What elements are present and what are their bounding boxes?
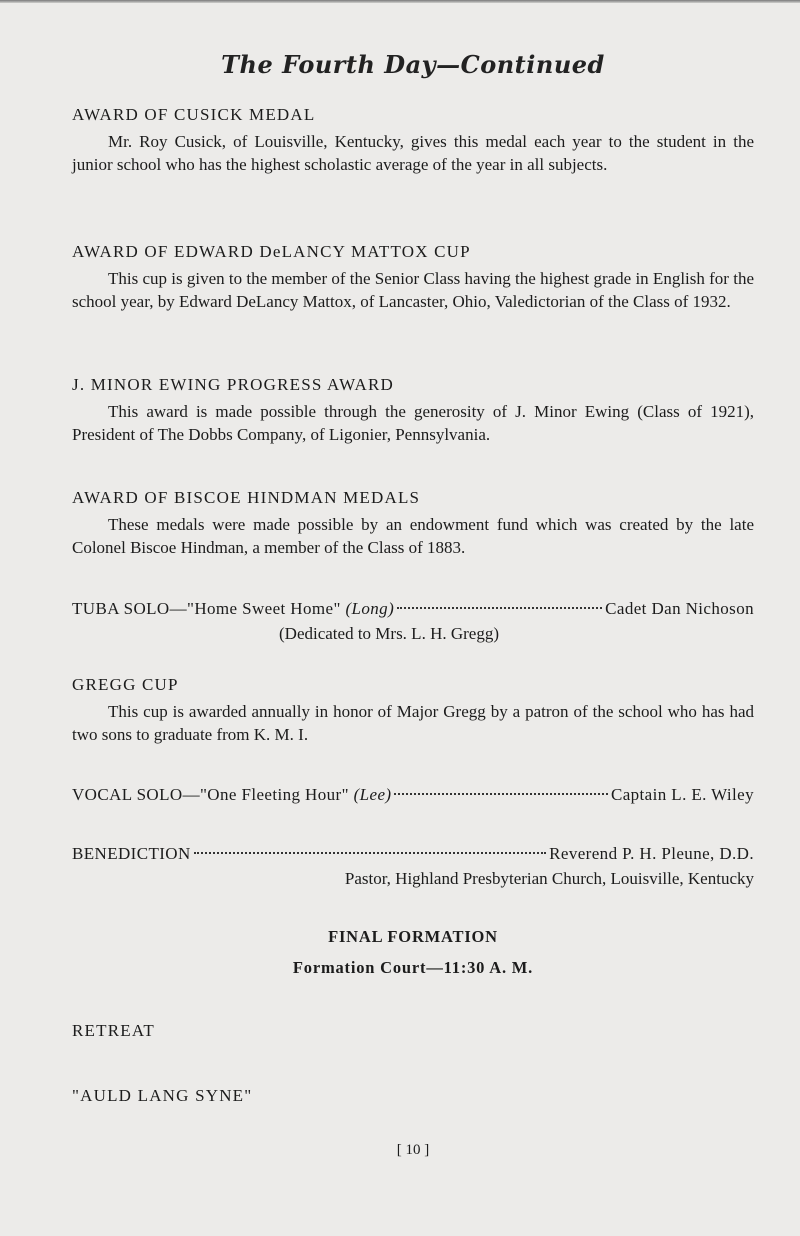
mattox-cup-section (72, 241, 754, 313)
vocal-solo-piece: VOCAL SOLO—"One Fleeting Hour" (72, 785, 354, 804)
dot-leader (194, 852, 546, 854)
dot-leader (397, 607, 602, 609)
ewing-award-section (72, 374, 754, 446)
tuba-solo-performer: Cadet Dan Nichoson (605, 599, 754, 618)
auld-lang-syne-item: "AULD LANG SYNE" (72, 1086, 253, 1105)
benediction-officiant-position: Pastor, Highland Presbyterian Church, Louisville, Kentucky (344, 869, 754, 888)
retreat-item: RETREAT (72, 1021, 156, 1040)
vocal-solo-line (72, 784, 754, 806)
benediction-line (72, 843, 754, 865)
tuba-solo-section (72, 598, 754, 645)
final-formation-time: Formation Court—11:30 A. M. (292, 958, 534, 977)
mattox-cup-description: This cup is given to the member of the Senior Class having the highest grade in English for the school year, by Edward DeLancy Mattox, of Lancaster, Ohio, Valedictorian of the Class of 1932. (72, 269, 754, 311)
vocal-solo-composer: (Lee) (353, 785, 392, 804)
ewing-award-heading: J. MINOR EWING PROGRESS AWARD (72, 375, 394, 394)
gregg-cup-section (72, 674, 754, 746)
final-formation-title: FINAL FORMATION (328, 927, 498, 946)
tuba-solo-piece: TUBA SOLO—"Home Sweet Home" (72, 599, 346, 618)
tuba-solo-line (72, 598, 754, 620)
program-page (72, 0, 754, 1236)
benediction-officiant: Reverend P. H. Pleune, D.D. (549, 844, 754, 863)
vocal-solo-section (72, 784, 754, 806)
hindman-medals-heading: AWARD OF BISCOE HINDMAN MEDALS (72, 488, 421, 507)
vocal-solo-performer: Captain L. E. Wiley (610, 785, 754, 804)
tuba-solo-dedication: (Dedicated to Mrs. L. H. Gregg) (279, 624, 499, 643)
vocal-solo-title (72, 784, 391, 806)
ewing-award-description: This award is made possible through the generosity of J. Minor Ewing (Class of 1921), President of The Dobbs Company, of Ligonier, Pennsylvania. (72, 402, 754, 444)
benediction-section (72, 843, 754, 890)
cusick-medal-heading: AWARD OF CUSICK MEDAL (72, 105, 316, 124)
hindman-medals-description: These medals were made possible by an endowment fund which was created by the late Colonel Biscoe Hindman, a member of the Class of 1883. (72, 515, 754, 557)
cusick-medal-section (72, 104, 754, 176)
gregg-cup-description: This cup is awarded annually in honor of Major Gregg by a patron of the school who has had two sons to graduate from K. M. I. (72, 702, 754, 744)
cusick-medal-description: Mr. Roy Cusick, of Louisville, Kentucky, gives this medal each year to the student in the junior school who has the highest scholastic average of the year in all subjects. (72, 132, 754, 174)
tuba-solo-composer: (Long) (345, 599, 395, 618)
page-number: [ 10 ] (396, 1142, 430, 1158)
mattox-cup-heading: AWARD OF EDWARD DeLANCY MATTOX CUP (72, 242, 471, 261)
hindman-medals-section (72, 487, 754, 559)
benediction-label: BENEDICTION (72, 844, 191, 863)
tuba-solo-title (72, 598, 394, 620)
dot-leader (394, 793, 608, 795)
page-title: The Fourth Day—Continued (221, 50, 605, 79)
gregg-cup-heading: GREGG CUP (72, 675, 179, 694)
